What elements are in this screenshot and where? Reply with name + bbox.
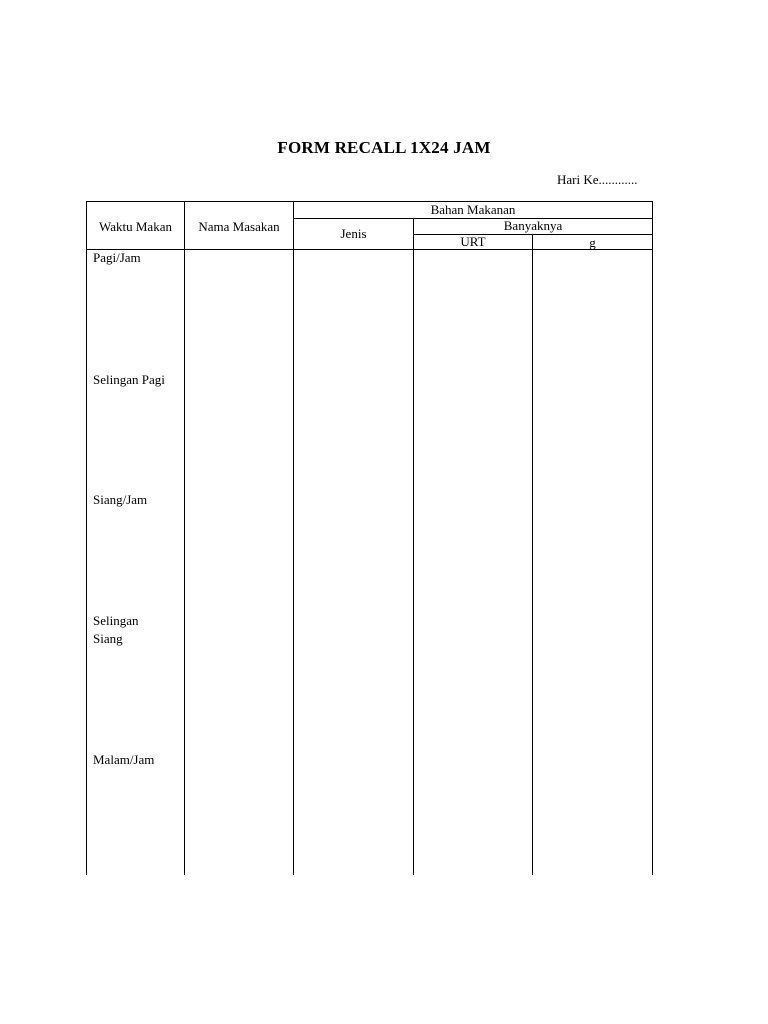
header-nama-masakan: Nama Masakan bbox=[198, 219, 280, 234]
header-waktu-makan: Waktu Makan bbox=[99, 219, 172, 234]
row-label-selingan-pagi: Selingan Pagi bbox=[93, 372, 165, 387]
col-divider-2 bbox=[293, 201, 294, 875]
row-label-selingan-siang: Selingan Siang bbox=[93, 613, 139, 646]
row-label-malam: Malam/Jam bbox=[93, 752, 155, 767]
day-label: Hari Ke............ bbox=[557, 172, 638, 187]
header-urt: URT bbox=[460, 234, 486, 249]
header-banyaknya: Banyaknya bbox=[503, 218, 563, 233]
recall-form-table bbox=[86, 201, 653, 875]
header-jenis: Jenis bbox=[340, 226, 367, 241]
row-label-siang: Siang/Jam bbox=[93, 492, 148, 507]
table-left-border bbox=[86, 201, 87, 875]
header-g: g bbox=[589, 235, 596, 250]
header-bahan-makanan: Bahan Makanan bbox=[430, 202, 516, 217]
col-divider-3 bbox=[413, 218, 414, 875]
table-right-border bbox=[652, 201, 653, 875]
row-label-pagi: Pagi/Jam bbox=[93, 250, 141, 265]
table-top-border-left bbox=[86, 201, 293, 202]
page-title: FORM RECALL 1X24 JAM bbox=[277, 138, 491, 157]
col-divider-4 bbox=[532, 234, 533, 875]
col-divider-1 bbox=[184, 201, 185, 875]
